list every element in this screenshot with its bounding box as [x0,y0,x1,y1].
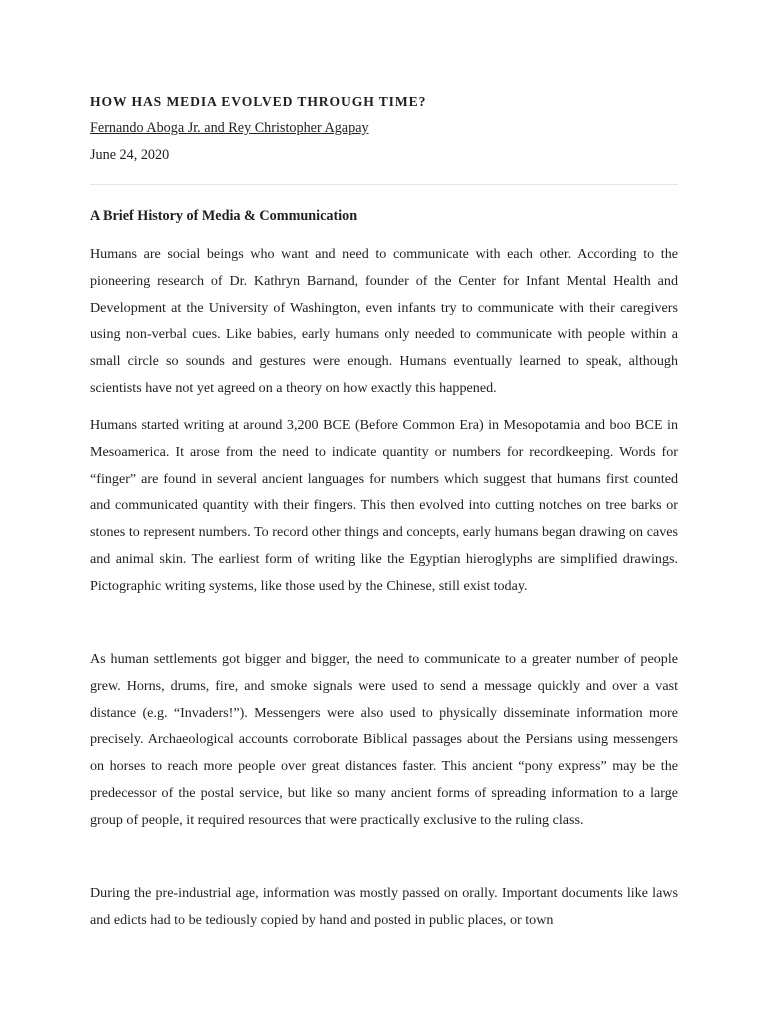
document-title: HOW HAS MEDIA EVOLVED THROUGH TIME? [90,94,427,109]
paragraph: As human settlements got bigger and bigger, the need to communicate to a greater number of people grew. Horns, drums, fire, and smoke signals were used to send a message quickly and over a vast distance (e.g. “Invaders!”). Messengers were also used to physically disseminate information more precisely. Archaeological accounts corroborate Biblical passages about the Persians using messengers on horses to reach more people over great distances faster. This ancient “pony express” may be the predecessor of the postal service, but like so many ancient forms of spreading information to a large group of people, it required resources that were practically exclusive to the ruling class. [90,651,678,828]
divider [90,184,678,185]
publish-date: June 24, 2020 [90,147,170,163]
authors-link[interactable]: Fernando Aboga Jr. and Rey Christopher Agapay [90,120,369,136]
paragraph: Humans are social beings who want and need to communicate with each other. According to the pioneering research of Dr. Kathryn Barnand, founder of the Center for Infant Mental Health and Development at the University of Washington, even infants try to communicate with their caregivers using non-verbal cues. Like babies, early humans only needed to communicate with people within a small circle so sounds and gestures were enough. Humans eventually learned to speak, although scientists have not yet agreed on a theory on how exactly this happened. [90,246,678,396]
section-heading: A Brief History of Media & Communication [90,208,358,224]
paragraph: Humans started writing at around 3,200 BCE (Before Common Era) in Mesopotamia and boo BCE in Mesoamerica. It arose from the need to indicate quantity or numbers for recordkeeping. Words for “finger” are found in several ancient languages for numbers which suggest that humans first counted and communicated quantity with their fingers. This then evolved into cutting notches on tree barks or stones to represent numbers. To record other things and concepts, early humans began drawing on caves and animal skin. The earliest form of writing like the Egyptian hieroglyphs are simplified drawings. Pictographic writing systems, like those used by the Chinese, still exist today. [90,417,678,594]
paragraph: During the pre-industrial age, information was mostly passed on orally. Important documents like laws and edicts had to be tediously copied by hand and posted in public places, or town [90,885,678,928]
